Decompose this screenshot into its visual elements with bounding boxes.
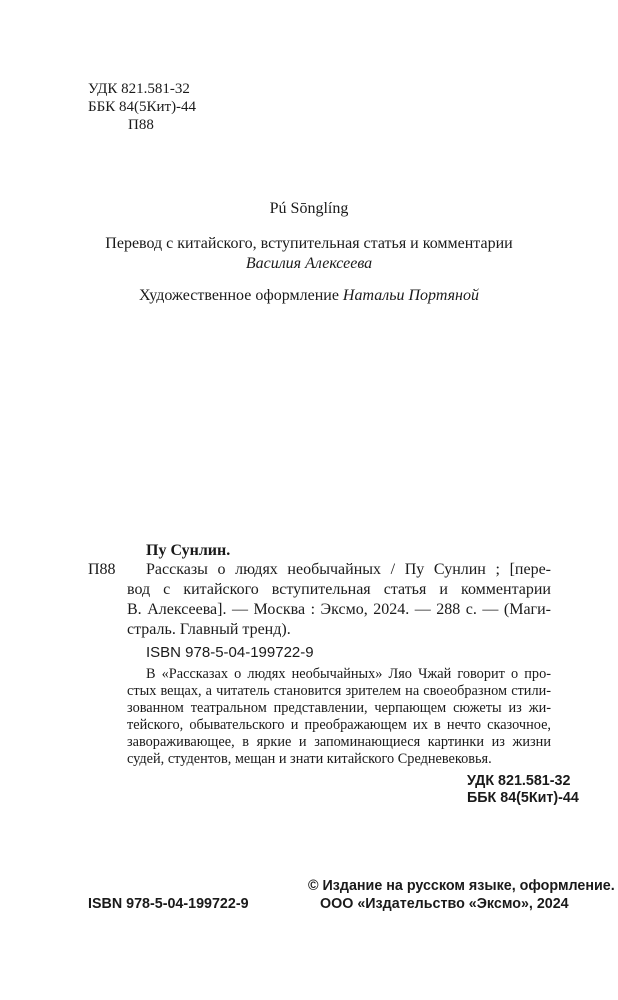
bbk-code: ББК 84(5Кит)-44 bbox=[88, 99, 197, 115]
bib-line: страль. Главный тренд). bbox=[127, 621, 291, 638]
annotation-line: завораживающее, в яркие и запоминающиеся картинки из жизни bbox=[127, 734, 551, 750]
design-credit-prefix: Художественное оформление bbox=[139, 287, 339, 304]
designer-name: Натальи Портяной bbox=[342, 287, 479, 304]
bbk-code-bottom: ББК 84(5Кит)-44 bbox=[467, 790, 579, 806]
bib-author-heading: Пу Сунлин. bbox=[146, 542, 231, 559]
translator-name: Василия Алексеева bbox=[245, 255, 373, 272]
design-credit bbox=[0, 286, 618, 306]
annotation-line: судей, студентов, мещан и знати китайского Средневековья. bbox=[127, 751, 492, 767]
author-mark: П88 bbox=[128, 117, 154, 133]
udk-code: УДК 821.581-32 bbox=[88, 81, 190, 97]
copyright-line-1: © Издание на русском языке, оформление. bbox=[308, 878, 615, 894]
annotation-line: В «Рассказах о людях необычайных» Ляо Чжай говорит о про- bbox=[146, 666, 551, 682]
udk-code-bottom: УДК 821.581-32 bbox=[467, 773, 571, 789]
copyright-line-2: ООО «Издательство «Эксмо», 2024 bbox=[320, 896, 569, 912]
annotation-line: стых вещах, а читатель становится зрителем на своеобразном стили- bbox=[127, 683, 551, 699]
bib-isbn: ISBN 978-5-04-199722-9 bbox=[146, 644, 314, 661]
footer-isbn: ISBN 978-5-04-199722-9 bbox=[88, 896, 249, 912]
original-author-name: Pú Sōnglíng bbox=[269, 200, 349, 217]
bib-line: вод с китайского вступительная статья и комментарии bbox=[127, 581, 551, 598]
annotation-line: тейского, обывательского и преображающем их в нечто сказочное, bbox=[127, 717, 551, 733]
bib-line: Рассказы о людях необычайных / Пу Сунлин ; [пере- bbox=[146, 561, 551, 578]
annotation-line: зованном театральном представлении, черпающем сюжеты из жи- bbox=[127, 700, 551, 716]
bib-line: В. Алексеева]. — Москва : Эксмо, 2024. — 288 с. — (Маги- bbox=[127, 601, 551, 618]
bib-author-mark: П88 bbox=[88, 561, 116, 578]
translation-credit: Перевод с китайского, вступительная статья и комментарии bbox=[105, 235, 513, 252]
